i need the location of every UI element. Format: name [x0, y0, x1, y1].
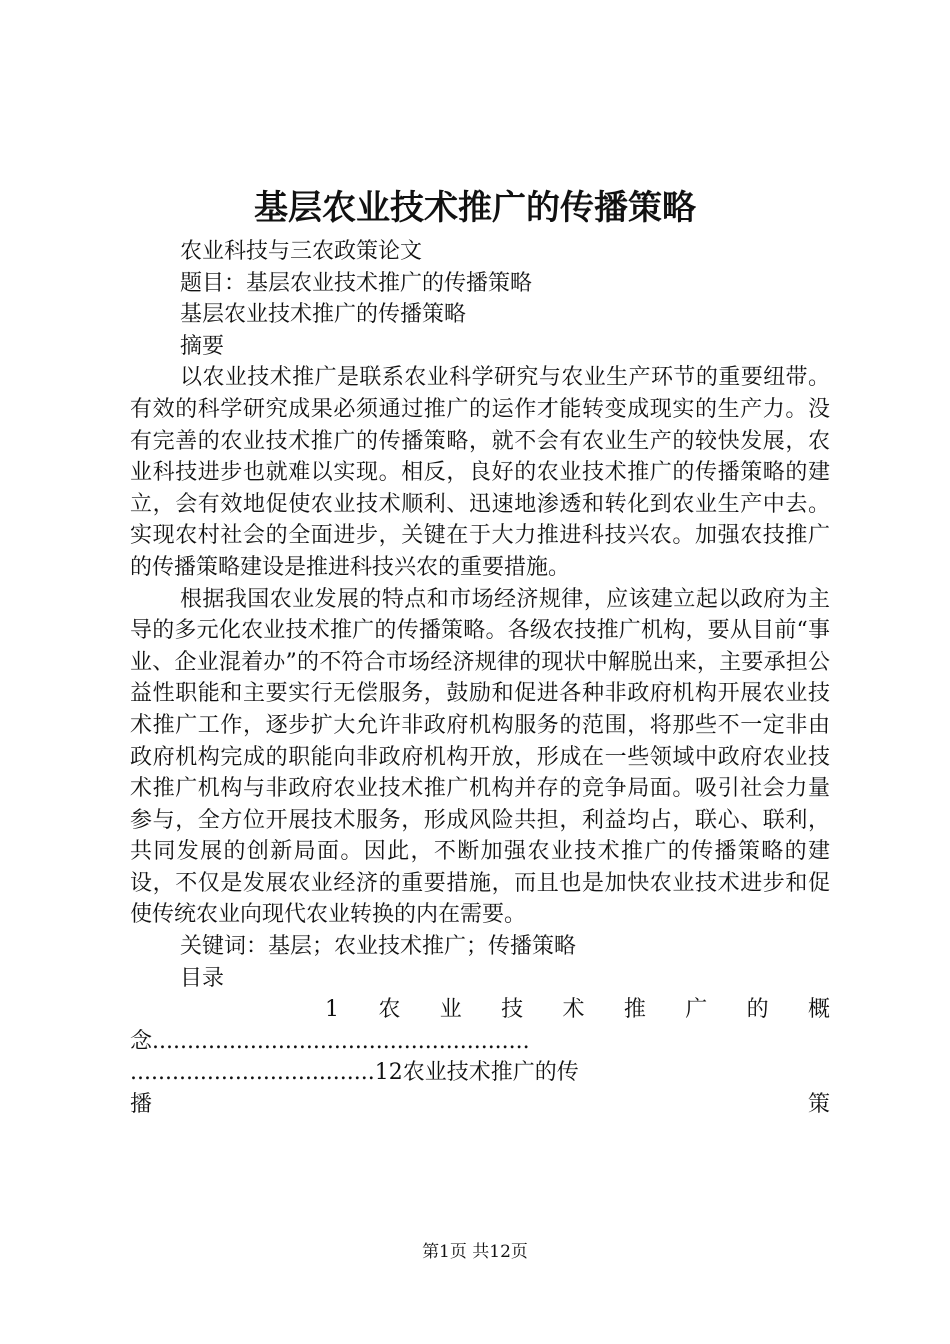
toc-char: 广 — [685, 997, 708, 1023]
toc-dots-1: ...................................................... — [152, 1028, 530, 1054]
abstract-paragraph-1: 以农业技术推广是联系农业科学研究与农业生产环节的重要纽带。有效的科学研究成果必须通过推广的运作才能转变成现实的生产力。没有完善的农业技术推广的传播策略，就不会有农业生产的较快发展，农业科技进步也就难以实现。相反，良好的农业技术推广的传播策略的建立，会有效地促使农业技术顺利、迅速地渗透和转化到农业生产中去。实现农村社会的全面进步，关键在于大力推进科技兴农。加强农技推广的传播策略建设是推进科技兴农的重要措施。 — [130, 365, 830, 580]
page-footer: 第1页 共12页 — [422, 1242, 528, 1262]
toc-item-1-end: 念 — [130, 1028, 153, 1054]
toc-char: 农 — [378, 997, 401, 1023]
toc-char: 术 — [562, 997, 585, 1023]
toc-char: 概 — [807, 997, 830, 1023]
toc-char: 技 — [501, 997, 524, 1023]
document-title: 基层农业技术推广的传播策略 — [254, 188, 696, 228]
keywords-line: 关键词：基层；农业技术推广；传播策略 — [180, 934, 577, 960]
abstract-paragraph-2: 根据我国农业发展的特点和市场经济规律，应该建立起以政府为主导的多元化农业技术推广的传播策略。各级农技推广机构，要从目前“事业、企业混着办”的不符合市场经济规律的现状中解脱出来，主要承担公益性职能和主要实行无偿服务，鼓励和促进各种非政府机构开展农业技术推广工作，逐步扩大允许非政府机构服务的范围，将那些不一定非由政府机构完成的职能向非政府机构开放，形成在一些领域中政府农业技术推广机构与非政府农业技术推广机构并存的竞争局面。吸引社会力量参与，全方位开展技术服务，形成风险共担，利益均占，联心、联利，共同发展的创新局面。因此，不断加强农业技术推广的传播策略的建设，不仅是发展农业经济的重要措施，而且也是加快农业技术进步和促使传统农业向现代农业转换的内在需要。 — [130, 586, 830, 928]
abstract-heading: 摘要 — [180, 333, 225, 359]
category-line: 农业科技与三农政策论文 — [180, 239, 423, 264]
toc-dots-2: ................................... — [130, 1060, 375, 1086]
subtitle-line: 基层农业技术推广的传播策略 — [180, 302, 467, 328]
toc-item-2-cont-left: 播 — [130, 1092, 153, 1118]
toc-char: 推 — [623, 997, 646, 1023]
toc-item-1-title[interactable] — [130, 994, 830, 1026]
toc-char: 的 — [746, 997, 769, 1023]
subject-line: 题目：基层农业技术推广的传播策略 — [180, 270, 533, 296]
toc-char: 1 — [325, 997, 339, 1023]
toc-item-1-leader[interactable] — [130, 1026, 830, 1058]
toc-item-2-cont-right: 策 — [807, 1092, 830, 1118]
toc-char: 业 — [439, 997, 462, 1023]
toc-item-2-cont[interactable] — [130, 1089, 830, 1121]
toc-item-1-page: 1 — [374, 1060, 389, 1086]
toc-item-2-start: 2农业技术推广的传 — [388, 1060, 579, 1086]
toc-item-1-leader-2[interactable] — [130, 1057, 830, 1089]
document-body — [130, 236, 830, 1121]
toc-heading: 目录 — [180, 965, 225, 991]
